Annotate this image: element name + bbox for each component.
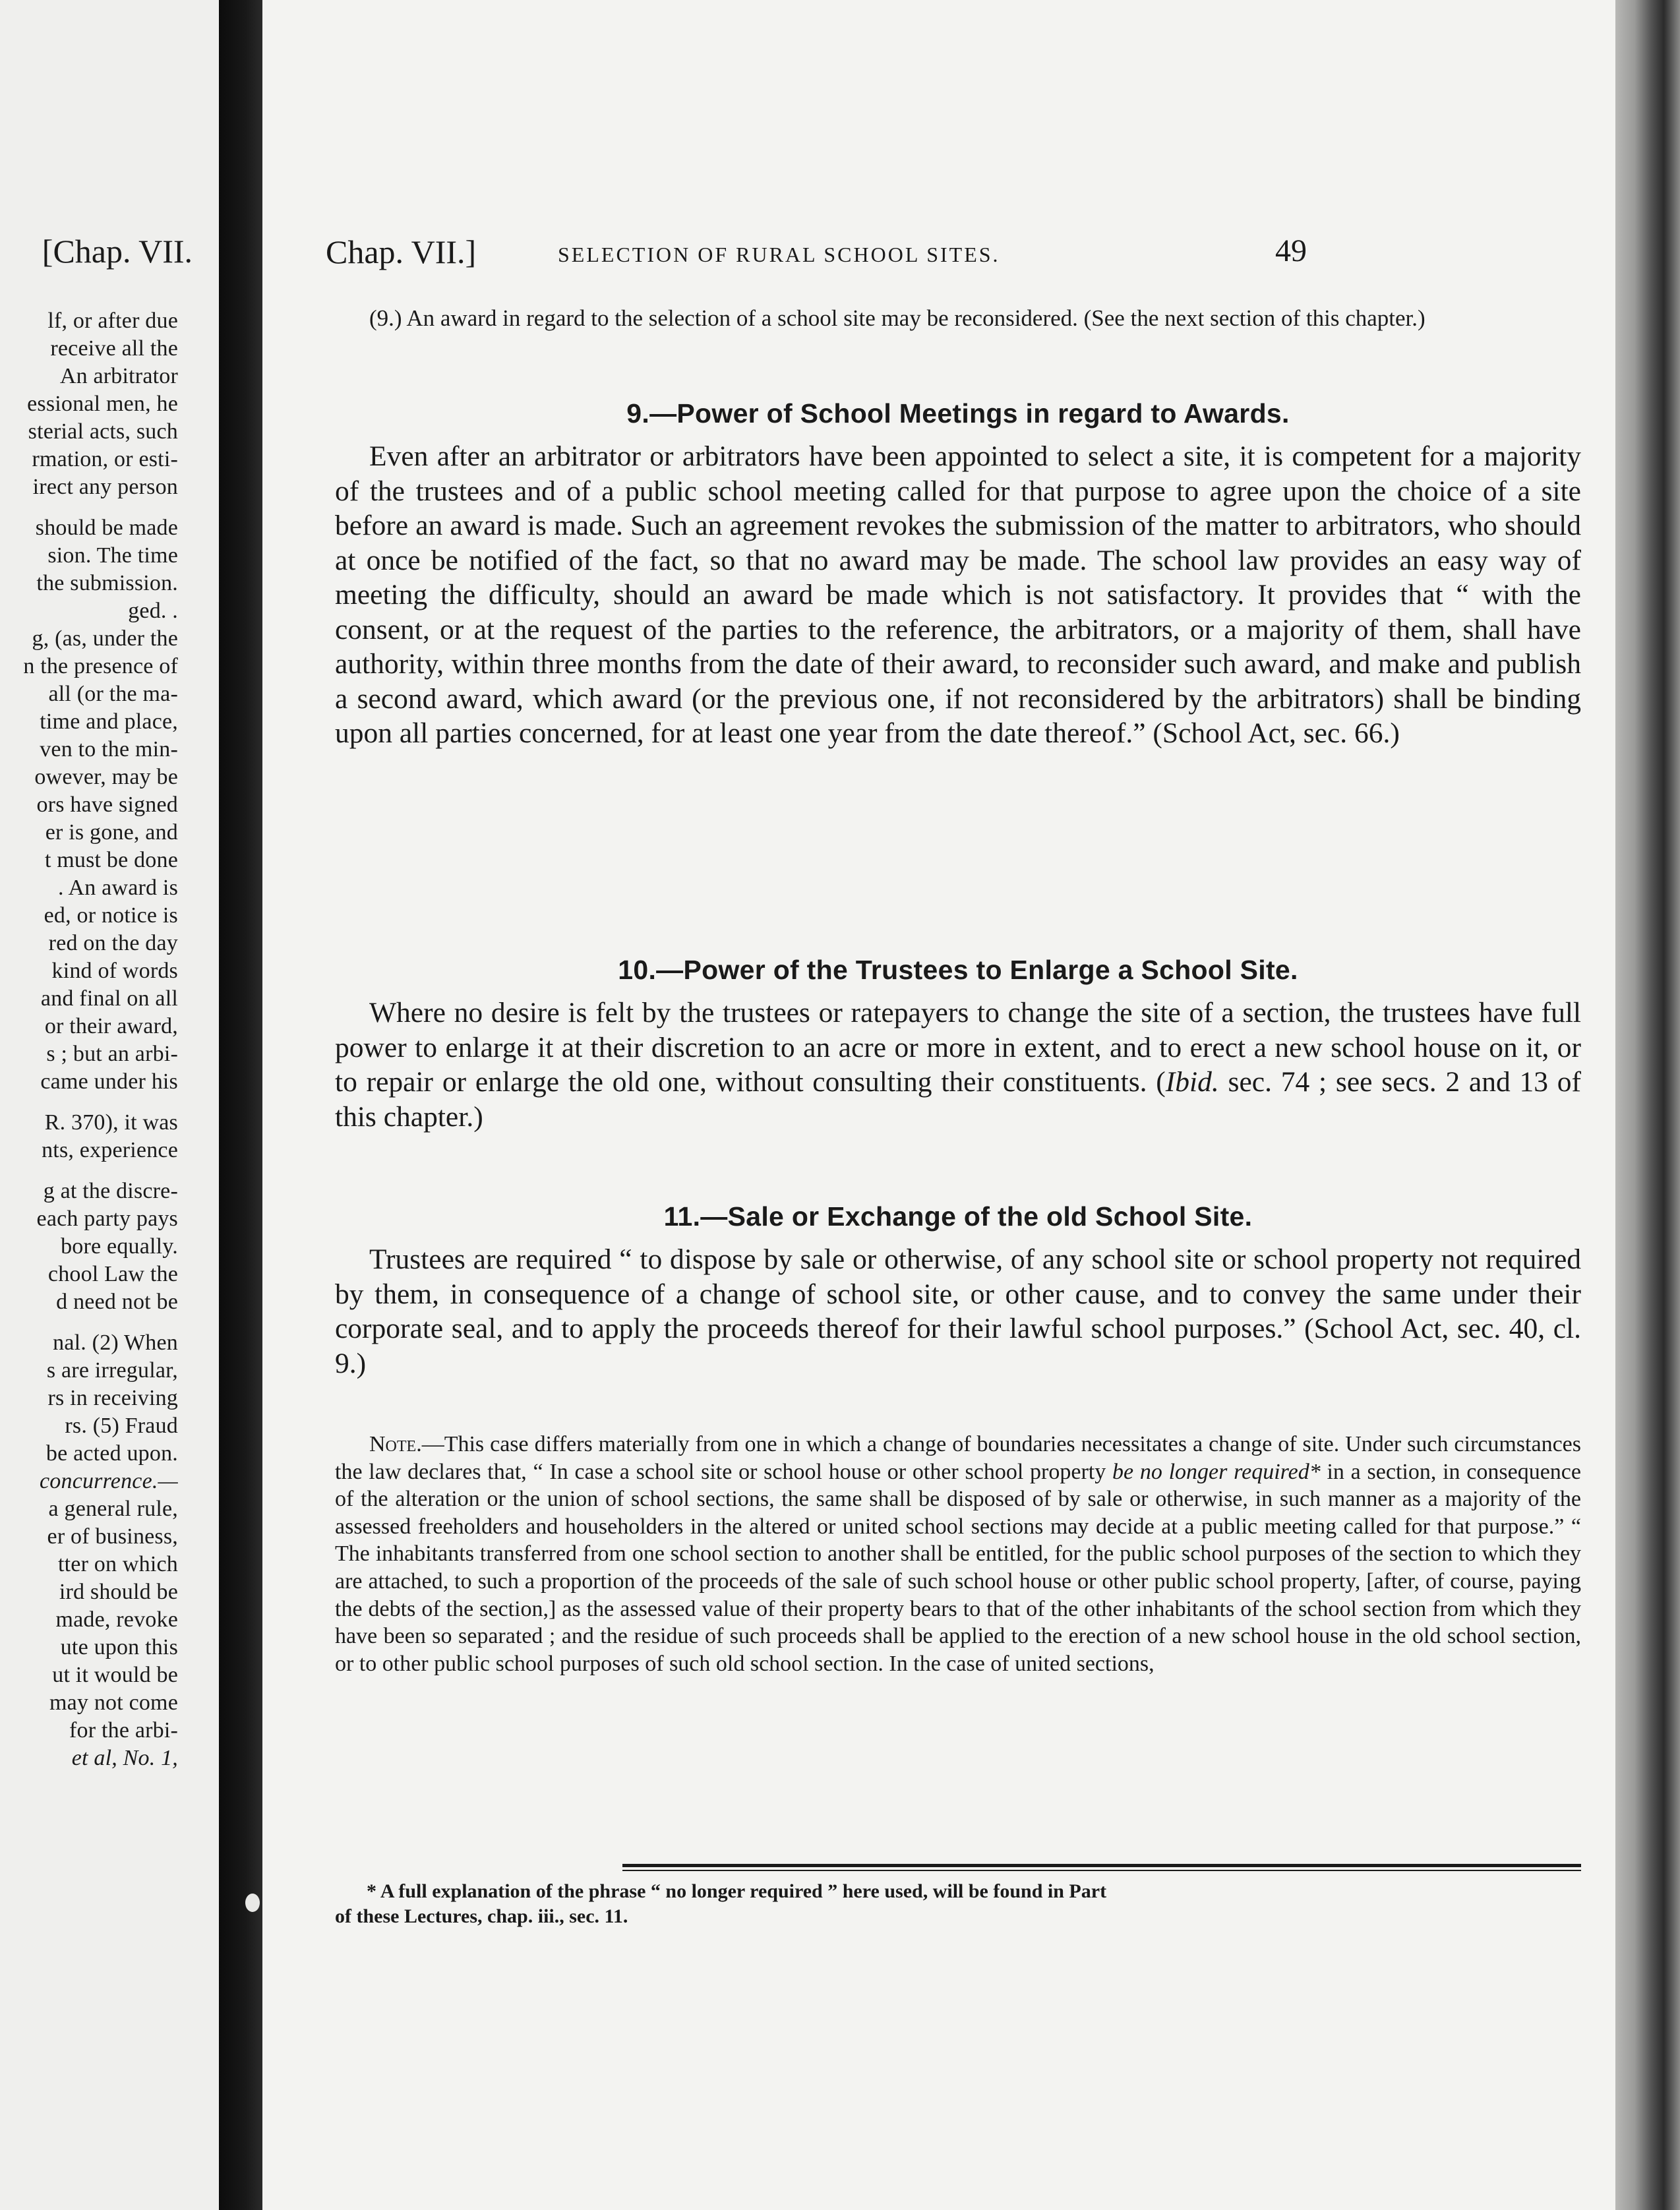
facing-page-line: bore equally. — [61, 1234, 178, 1259]
footnote — [335, 1879, 1581, 1929]
intro-paragraph — [335, 305, 1581, 332]
facing-page-header: [Chap. VII. — [42, 233, 193, 270]
facing-page-line: er of business, — [47, 1524, 178, 1549]
section-10-heading: 10.—Power of the Trustees to Enlarge a School Site. — [618, 955, 1298, 985]
facing-page-line: s are irregular, — [46, 1358, 178, 1383]
facing-page-line: ird should be — [59, 1580, 178, 1604]
footnote-line-1: * A full explanation of the phrase “ no longer required ” here used, will be found in Part — [367, 1880, 1107, 1902]
note-text-b: in a section, in consequence of the alteration or the union of school sections, the same shall be disposed of by sale or otherwise, in such manner as a majority of the assessed freeholders and householders in the altered or united school sections may decide at a public meeting called for that purpose.” “ The inhabitants transferred from one school section to another shall be entitled, for the public school purposes of the section to which they are attached, to such a proportion of the proceeds of the sale of such school house or other public school property, [after, of course, paying the debts of the section,] as the assessed value of their property bears to that of the other inhabitants of the school section from which they have been so separated ; and the residue of such proceeds shall be applied to the erection of a new school house in the old school section, or to other public school purposes of such old school section. In the case of united sections, — [335, 1459, 1581, 1676]
section-11-body — [335, 1242, 1581, 1381]
chapter-label: Chap. VII.] — [326, 233, 477, 270]
facing-page-line: and final on all — [40, 986, 178, 1011]
footnote-rule-thin — [622, 1870, 1581, 1871]
facing-page-line: nal. (2) When — [53, 1330, 178, 1355]
footnote-line-2: of these Lectures, chap. iii., sec. 11. — [335, 1905, 628, 1927]
note-paragraph — [335, 1431, 1581, 1677]
facing-page-line: g at the discre- — [43, 1179, 178, 1203]
section-10-text — [335, 996, 1581, 1134]
facing-page-line: chool Law the — [47, 1262, 178, 1286]
section-10-text-b: sec. 74 ; see secs. 2 and 13 of this chapter.) — [335, 1066, 1581, 1133]
ibid-ref: Ibid. — [1165, 1066, 1219, 1098]
facing-page-line: came under his — [40, 1069, 178, 1094]
intro-text: (9.) An award in regard to the selection of a school site may be reconsidered. (See the next section of this chapter.) — [369, 305, 1425, 331]
facing-page-line: s ; but an arbi- — [46, 1042, 178, 1066]
facing-page-line: should be made — [35, 516, 178, 540]
footnote-rule-thick — [622, 1864, 1581, 1867]
facing-page-line: essional men, he — [27, 392, 178, 416]
facing-page-line: receive all the — [50, 336, 178, 361]
facing-page-line: the submission. — [36, 571, 178, 595]
facing-page-line: lf, or after due — [47, 309, 178, 333]
section-11-text: Trustees are required “ to dispose by sale or otherwise, of any school site or school property not required by them, in consequence of a change of school site, or other cause, and to convey the same under their corporate seal, and to apply the proceeds thereof for their lawful school purposes.” (School Act, sec. 40, cl. 9.) — [335, 1243, 1581, 1379]
facing-page-line: sion. The time — [47, 543, 178, 568]
facing-page-line: . An award is — [57, 876, 178, 900]
facing-page-line: R. 370), it was — [44, 1110, 178, 1135]
facing-page-line: ed, or notice is — [44, 903, 178, 928]
page-number: 49 — [1275, 233, 1307, 268]
section-11-heading: 11.—Sale or Exchange of the old School Site. — [663, 1201, 1253, 1232]
facing-page-line: tter on which — [58, 1552, 178, 1576]
facing-page-line: concurrence.— — [40, 1469, 178, 1493]
facing-page-line: ors have signed — [36, 792, 178, 817]
facing-page-line: may not come — [49, 1690, 178, 1715]
facing-page-line: rs. (5) Fraud — [65, 1414, 178, 1438]
note-text — [335, 1431, 1581, 1677]
facing-page-line: An arbitrator — [59, 364, 178, 388]
page-blemish — [245, 1894, 260, 1912]
facing-page-line: d need not be — [56, 1290, 178, 1314]
facing-page-line: red on the day — [48, 931, 178, 955]
facing-page-line: er is gone, and — [45, 820, 178, 845]
facing-page-line: for the arbi- — [69, 1718, 178, 1743]
facing-page-line: made, revoke — [55, 1607, 178, 1632]
facing-page-line: kind of words — [51, 959, 178, 983]
book-edge-right — [1615, 0, 1680, 2210]
section-9-text: Even after an arbitrator or arbitrators have been appointed to select a site, it is competent for a majority of the trustees and of a public school meeting called for that purpose to agree upon the choice of a site before an award is made. Such an agreement revokes the submission of the matter to arbitrators, who should at once be notified of the fact, so that no award may be made. The school law provides an easy way of meeting the difficulty, should an award be made which is not satisfactory. It provides that “ with the consent, or at the request of the parties to the reference, the arbitrators, or a majority of them, shall have authority, within three months from the date of their award, to reconsider such award, and make and publish a second award, which award (or the previous one, if not reconsidered by the arbitrators) shall be binding upon all parties concerned, for at least one year from the date thereof.” (School Act, sec. 66.) — [335, 440, 1581, 749]
facing-page-line: each party pays — [36, 1207, 178, 1231]
section-10-body — [335, 996, 1581, 1134]
facing-page-line: time and place, — [40, 709, 178, 734]
section-9-body — [335, 439, 1581, 751]
facing-page-line: g, (as, under the — [32, 626, 178, 651]
main-page — [262, 0, 1615, 2210]
facing-page-line: sterial acts, such — [28, 419, 178, 444]
facing-page-line: be acted upon. — [45, 1441, 178, 1466]
facing-page-line: ut it would be — [52, 1663, 178, 1687]
facing-page-line: or their award, — [44, 1014, 178, 1038]
facing-page-line: a general rule, — [48, 1497, 178, 1521]
facing-page-line: ute upon this — [60, 1635, 178, 1659]
facing-page-line: rs in receiving — [47, 1386, 178, 1410]
section-10-text-a: Where no desire is felt by the trustees or ratepayers to change the site of a section, the trustees have full power to enlarge it at their discretion to an acre or more in extent, and to erect a new school house on it, or to repair or enlarge the old one, without consulting their constituents. ( — [335, 997, 1581, 1098]
section-9-heading: 9.—Power of School Meetings in regard to Awards. — [626, 398, 1290, 429]
facing-page-line: ged. . — [128, 599, 178, 623]
facing-page-line: t must be done — [44, 848, 178, 872]
facing-page-line: ven to the min- — [40, 737, 178, 762]
note-text-a: —This case differs materially from one in which a change of boundaries necessitates a change of site. Under such circumstances the law declares that, “ In case a school site or school house or other school property — [335, 1432, 1581, 1484]
facing-page-line: irect any person — [32, 475, 178, 499]
note-italic-phrase: be no longer required* — [1112, 1459, 1321, 1484]
facing-page-line: n the presence of — [23, 654, 178, 678]
book-gutter — [219, 0, 262, 2210]
facing-page-line: all (or the ma- — [48, 682, 178, 706]
running-title: SELECTION OF RURAL SCHOOL SITES. — [558, 243, 1000, 266]
facing-page-line: owever, may be — [34, 765, 178, 789]
facing-page-line: rmation, or esti- — [32, 447, 178, 471]
facing-page-left — [0, 0, 219, 2210]
facing-page-line: et al, No. 1, — [71, 1746, 178, 1770]
note-label: Note. — [369, 1432, 422, 1456]
facing-page-line: nts, experience — [42, 1138, 178, 1162]
